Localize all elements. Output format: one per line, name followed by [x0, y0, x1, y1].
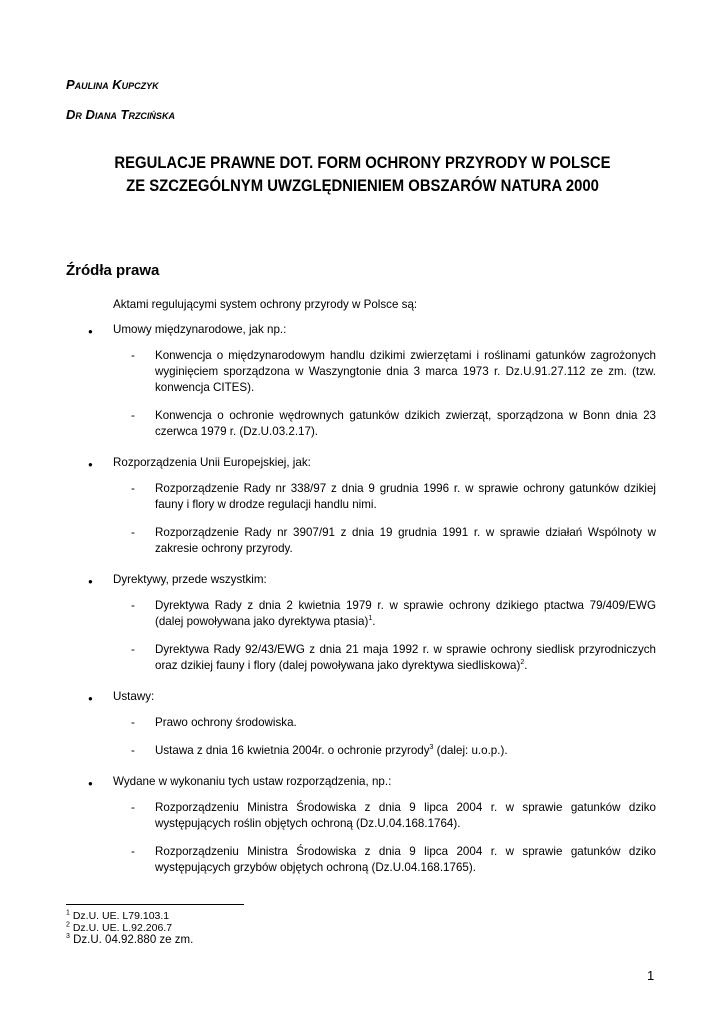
bullet-dot-icon: ●: [88, 577, 93, 586]
dash-icon: -: [131, 349, 135, 362]
sub-item-text: Konwencja o międzynarodowym handlu dzikimi zwierzętami i roślinami gatunków zagrożonych wyginięciem sporządzona w Waszyngtonie dnia 3 marca 1973 r. Dz.U.91.27.112 ze zm. (tzw. konwencja CITES).: [155, 349, 656, 394]
footnote-number: 3: [66, 933, 70, 941]
dash-icon: -: [131, 845, 135, 858]
sub-list-item: [66, 348, 666, 396]
sub-item-text: Rozporządzeniu Ministra Środowiska z dnia 9 lipca 2004 r. w sprawie gatunków dziko występujących roślin objętych ochroną (Dz.U.04.168.1764).: [155, 801, 656, 830]
dash-icon: -: [131, 744, 135, 757]
authors: [66, 70, 175, 130]
sub-list-item: [66, 743, 666, 759]
sub-list-item: [66, 715, 666, 731]
sub-item-text: Rozporządzenie Rady nr 338/97 z dnia 9 grudnia 1996 r. w sprawie ochrony gatunków dzikiej fauny i flory w drodze regulacji handlu nimi.: [155, 482, 656, 511]
intro-paragraph: Aktami regulującymi system ochrony przyrody w Polsce są:: [113, 298, 418, 311]
bullet-item: [66, 455, 666, 557]
sub-item-text: Rozporządzeniu Ministra Środowiska z dnia 9 lipca 2004 r. w sprawie gatunków dziko występujących grzybów objętych ochroną (Dz.U.04.168.1765).: [155, 845, 656, 874]
title-line: ZE SZCZEGÓLNYM UWZGLĘDNIENIEM OBSZARÓW NATURA 2000: [126, 177, 599, 195]
bullet-line: [66, 455, 666, 471]
footnote: [66, 910, 193, 922]
document-title: [72, 152, 653, 198]
footnote: [66, 922, 193, 934]
bullet-dot-icon: ●: [88, 779, 93, 788]
sub-list-item: [66, 481, 666, 513]
bullet-line: [66, 572, 666, 588]
bullet-line: [66, 322, 666, 338]
title-line: REGULACJE PRAWNE DOT. FORM OCHRONY PRZYRODY W POLSCE: [114, 154, 611, 172]
sub-list-item: [66, 800, 666, 832]
bullet-label: Dyrektywy, przede wszystkim:: [113, 573, 267, 586]
dash-icon: -: [131, 599, 135, 612]
sub-item-text: Konwencja o ochronie wędrownych gatunków dzikich zwierząt, sporządzona w Bonn dnia 23 czerwca 1979 r. (Dz.U.03.2.17).: [155, 409, 656, 438]
footnote: [66, 934, 193, 946]
bullet-item: [66, 572, 666, 674]
sub-item-text: Ustawa z dnia 16 kwietnia 2004r. o ochronie przyrody: [155, 744, 430, 757]
footnote-text: Dz.U. 04.92.880 ze zm.: [73, 934, 194, 946]
footnote-number: 2: [66, 921, 70, 929]
bullet-label: Wydane w wykonaniu tych ustaw rozporządzenia, np.:: [113, 775, 392, 788]
dash-icon: -: [131, 801, 135, 814]
sub-list-item: [66, 408, 666, 440]
sub-list-item: [66, 642, 666, 674]
bullet-line: [66, 774, 666, 790]
footnotes: [66, 910, 193, 946]
bullet-line: [66, 689, 666, 705]
bullet-item: [66, 322, 666, 440]
bullet-item: [66, 689, 666, 759]
sub-item-text: Prawo ochrony środowiska.: [155, 716, 297, 729]
author-name: Paulina Kupczyk: [66, 77, 159, 92]
author-name: Dr Diana Trzcińska: [66, 107, 175, 122]
sub-item-text-suffix: .: [524, 659, 528, 672]
dash-icon: -: [131, 716, 135, 729]
sub-list-item: [66, 844, 666, 876]
sub-item-text: Dyrektywa Rady 92/43/EWG z dnia 21 maja 1992 r. w sprawie ochrony siedlisk przyrodniczych oraz dzikiej fauny i flory (dalej powoływana jako dyrektywa siedliskowa): [155, 643, 656, 672]
footnote-reference[interactable]: 2: [520, 659, 525, 667]
sub-list-item: [66, 598, 666, 630]
dash-icon: -: [131, 526, 135, 539]
dash-icon: -: [131, 482, 135, 495]
sources-list: [66, 322, 666, 891]
sub-item-text-suffix: (dalej: u.o.p.).: [433, 744, 508, 757]
page-number: 1: [647, 968, 655, 983]
bullet-dot-icon: ●: [88, 327, 93, 336]
dash-icon: -: [131, 409, 135, 422]
sub-list-item: [66, 525, 666, 557]
bullet-label: Ustawy:: [113, 690, 155, 703]
sub-item-text: Rozporządzenie Rady nr 3907/91 z dnia 19 grudnia 1991 r. w sprawie działań Wspólnoty w zakresie ochrony przyrody.: [155, 526, 656, 555]
bullet-item: [66, 774, 666, 876]
dash-icon: -: [131, 643, 135, 656]
footnote-reference[interactable]: 1: [368, 615, 373, 623]
footnote-divider: [66, 904, 244, 905]
footnote-text: Dz.U. UE. L.92.206.7: [72, 922, 173, 934]
footnote-number: 1: [66, 909, 70, 917]
footnote-text: Dz.U. UE. L79.103.1: [72, 910, 170, 922]
bullet-dot-icon: ●: [88, 460, 93, 469]
sub-item-text: Dyrektywa Rady z dnia 2 kwietnia 1979 r. w sprawie ochrony dzikiego ptactwa 79/409/EWG (dalej powoływana jako dyrektywa ptasia): [155, 599, 656, 628]
bullet-label: Umowy międzynarodowe, jak np.:: [113, 323, 287, 336]
footnote-reference[interactable]: 3: [429, 744, 434, 752]
bullet-label: Rozporządzenia Unii Europejskiej, jak:: [113, 456, 311, 469]
bullet-dot-icon: ●: [88, 694, 93, 703]
sub-item-text-suffix: .: [372, 615, 376, 628]
section-heading: Źródła prawa: [66, 262, 160, 279]
